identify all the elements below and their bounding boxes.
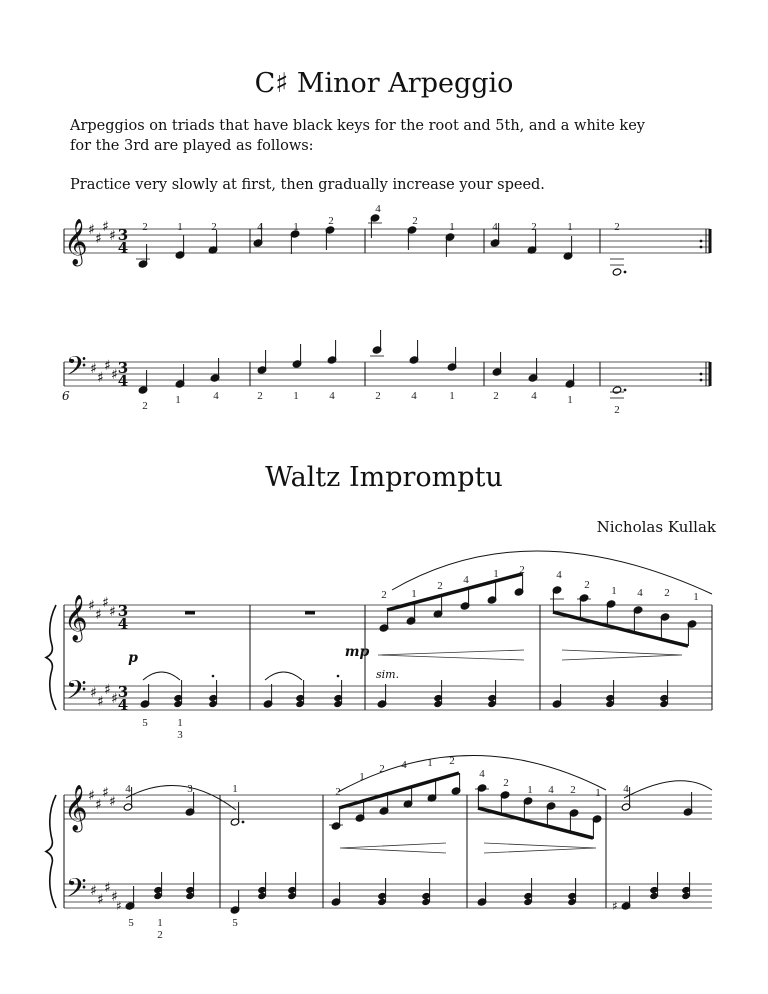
sharp-icon: ♯ [104, 358, 111, 374]
repeat-dot [700, 379, 703, 382]
fingering-number: 4 [375, 203, 381, 215]
sharp-icon: ♯ [612, 899, 618, 913]
dynamic-p: p [128, 650, 138, 666]
fingering-number: 1 [232, 783, 238, 795]
fingering-number: 1 [611, 585, 617, 597]
composer-name: Nicholas Kullak [596, 518, 716, 536]
fingering-number: 2 [381, 589, 387, 601]
fingering-number: 2 [375, 390, 381, 402]
time-signature-bottom: 4 [117, 696, 129, 714]
fingering-number: 2 [449, 755, 455, 767]
note [492, 352, 502, 376]
phrase-slur [338, 755, 606, 792]
fingering-number: 1 [595, 787, 601, 799]
fingering-number: 4 [548, 784, 554, 796]
fingering-number: 4 [125, 783, 131, 795]
chord [523, 878, 533, 906]
dot [624, 389, 627, 392]
notehead [612, 386, 622, 394]
fingering-number: 3 [187, 783, 193, 795]
fingering-number: 1 [177, 221, 183, 233]
chord [649, 872, 659, 900]
staccato-dot [212, 675, 215, 678]
chord [173, 680, 183, 708]
bass-clef-icon: 𝄢 [66, 350, 87, 388]
note [377, 684, 387, 708]
fingering-number: 1 [177, 717, 183, 729]
note [331, 882, 341, 906]
arpeggio-title: C♯ Minor Arpeggio [254, 68, 514, 99]
fingering-number: 2 [493, 390, 499, 402]
sharp-icon: ♯ [104, 880, 111, 896]
chord [153, 872, 163, 900]
chord [287, 872, 297, 900]
chord [605, 680, 615, 708]
time-signature-bottom: 4 [117, 615, 129, 633]
chord [433, 680, 443, 708]
fingering-number: 5 [128, 917, 134, 929]
sharp-icon: ♯ [97, 370, 104, 386]
note [447, 347, 457, 371]
half-note-dotted [610, 386, 626, 398]
note [407, 226, 417, 250]
time-signature-bottom: 4 [117, 372, 129, 390]
sharp-icon: ♯ [88, 222, 95, 238]
fingering-number: 2 [584, 579, 590, 591]
fingering-number: 4 [556, 569, 562, 581]
fingering-number: 2 [614, 404, 620, 416]
repeat-dot [700, 246, 703, 249]
dynamic-mp: mp [344, 644, 370, 660]
fingering-number: 4 [213, 390, 219, 402]
repeat-dot [700, 373, 703, 376]
treble-clef-icon: 𝄞 [64, 595, 88, 641]
chord [421, 878, 431, 906]
fingering-number: 4 [411, 390, 417, 402]
time-signature-top: 3 [117, 602, 129, 620]
crescendo-hairpin [378, 650, 524, 660]
sharp-icon: ♯ [116, 899, 122, 913]
measure-number: 6 [62, 389, 70, 403]
chord [377, 878, 387, 906]
sharp-icon: ♯ [102, 219, 109, 235]
chord [659, 680, 669, 708]
sharp-icon: ♯ [111, 691, 118, 707]
fingering-number: 5 [142, 717, 148, 729]
fingering-number: 2 [211, 221, 217, 233]
slur [143, 672, 180, 680]
sharp-icon: ♯ [95, 231, 102, 247]
fingering-number: 2 [257, 390, 263, 402]
whole-rest-icon [305, 611, 315, 615]
note [368, 214, 382, 238]
fingering-number: 1 [527, 784, 533, 796]
sharp-icon: ♯ [95, 797, 102, 813]
arpeggio-bass-staff [64, 362, 710, 386]
dot [242, 821, 245, 824]
diminuendo-hairpin [562, 650, 682, 660]
sharp-icon: ♯ [109, 604, 116, 620]
half-note-dotted [610, 259, 626, 276]
fingering-number: 2 [614, 221, 620, 233]
fingering-number: 5 [232, 917, 238, 929]
note [409, 340, 419, 364]
sharp-icon: ♯ [95, 607, 102, 623]
practice-instruction: Practice very slowly at first, then gradually increase your speed. [70, 177, 545, 193]
fingering-number: 2 [570, 784, 576, 796]
time-signature-top: 3 [117, 683, 129, 701]
crescendo-hairpin [340, 843, 446, 853]
note [325, 226, 335, 250]
note [563, 236, 573, 260]
diminuendo-hairpin [484, 843, 596, 853]
waltz-title: Waltz Impromptu [265, 462, 503, 493]
brace-icon [46, 605, 56, 710]
waltz-sys1-bass-staff [64, 686, 712, 710]
fingering-number: 2 [503, 777, 509, 789]
fingering-number: 2 [335, 786, 341, 798]
sharp-icon: ♯ [90, 883, 97, 899]
chord [567, 878, 577, 906]
note [327, 340, 337, 364]
fingering-number: 2 [531, 221, 537, 233]
sharp-icon: ♯ [109, 794, 116, 810]
fingering-number: 2 [142, 221, 148, 233]
notehead [612, 268, 622, 276]
note [477, 882, 487, 906]
chord [487, 680, 497, 708]
fingering-number: 1 [449, 390, 455, 402]
fingering-number: 2 [157, 929, 163, 941]
chord [257, 872, 267, 900]
arpeggio-intro-text: Arpeggios on triads that have black keys for the root and 5th, and a white key for the 3rd are played as follows: [70, 118, 645, 154]
beam [339, 773, 459, 808]
fingering-number: 1 [427, 757, 433, 769]
fingering-number: 1 [493, 568, 499, 580]
fingering-number: 1 [293, 221, 299, 233]
fingering-number: 4 [479, 768, 485, 780]
sharp-icon: ♯ [90, 361, 97, 377]
sharp-icon: ♯ [88, 598, 95, 614]
note [136, 244, 150, 268]
fingering-number: 2 [328, 215, 334, 227]
fingering-number: 2 [142, 400, 148, 412]
repeat-dot [700, 240, 703, 243]
brace-icon [46, 795, 56, 908]
sharp-icon: ♯ [102, 785, 109, 801]
fingering-number: 4 [463, 574, 469, 586]
sharp-icon: ♯ [109, 228, 116, 244]
sharp-icon: ♯ [97, 694, 104, 710]
note [263, 684, 273, 708]
fingering-number: 1 [693, 591, 699, 603]
sharp-icon: ♯ [104, 682, 111, 698]
time-signature-top: 3 [117, 359, 129, 377]
note [290, 230, 300, 254]
note [552, 684, 562, 708]
note [550, 586, 564, 599]
bass-clef-icon: 𝄢 [66, 872, 87, 910]
note [683, 792, 693, 816]
fingering-number: 1 [411, 588, 417, 600]
time-signature-bottom: 4 [117, 239, 129, 257]
sharp-icon: ♯ [111, 889, 118, 905]
note [527, 230, 537, 254]
chord [295, 680, 305, 708]
fingering-number: 4 [401, 759, 407, 771]
fingering-number: 4 [637, 587, 643, 599]
fingering-number: 2 [437, 580, 443, 592]
phrase-slur [624, 781, 712, 798]
chord [208, 675, 218, 708]
slur [265, 672, 302, 680]
note [370, 330, 384, 356]
sharp-icon: ♯ [111, 367, 118, 383]
bass-clef-icon: 𝄢 [66, 674, 87, 712]
sharp-icon: ♯ [102, 595, 109, 611]
sharp-icon: ♯ [97, 892, 104, 908]
fingering-number: 1 [567, 394, 573, 406]
sim-marking: sim. [376, 668, 400, 681]
sharp-icon: ♯ [90, 685, 97, 701]
fingering-number: 2 [519, 564, 525, 576]
note [185, 792, 195, 816]
fingering-number: 1 [157, 917, 163, 929]
note [208, 230, 218, 254]
whole-rest-icon [185, 611, 195, 615]
chord [681, 872, 691, 900]
arpeggio-treble-staff [64, 229, 710, 253]
note [140, 684, 150, 708]
fingering-number: 1 [359, 771, 365, 783]
fingering-number: 1 [175, 394, 181, 406]
chord [185, 872, 195, 900]
fingering-number: 1 [449, 221, 455, 233]
note [577, 594, 591, 602]
fingering-number: 4 [492, 221, 498, 233]
fingering-number: 3 [177, 729, 183, 741]
fingering-number: 4 [257, 221, 263, 233]
note [292, 344, 302, 368]
note [329, 822, 343, 830]
chord [333, 675, 343, 708]
fingering-number: 2 [664, 587, 670, 599]
fingering-number: 4 [531, 390, 537, 402]
fingering-number: 1 [567, 221, 573, 233]
treble-clef-icon: 𝄞 [64, 785, 88, 831]
sharp-icon: ♯ [88, 788, 95, 804]
dot [624, 271, 627, 274]
note [475, 784, 489, 792]
staccato-dot [337, 675, 340, 678]
time-signature-top: 3 [117, 226, 129, 244]
treble-clef-icon: 𝄞 [64, 219, 88, 265]
fingering-number: 1 [293, 390, 299, 402]
fingering-number: 2 [412, 215, 418, 227]
fingering-number: 2 [379, 763, 385, 775]
fingering-number: 4 [329, 390, 335, 402]
fingering-number: 4 [623, 783, 629, 795]
